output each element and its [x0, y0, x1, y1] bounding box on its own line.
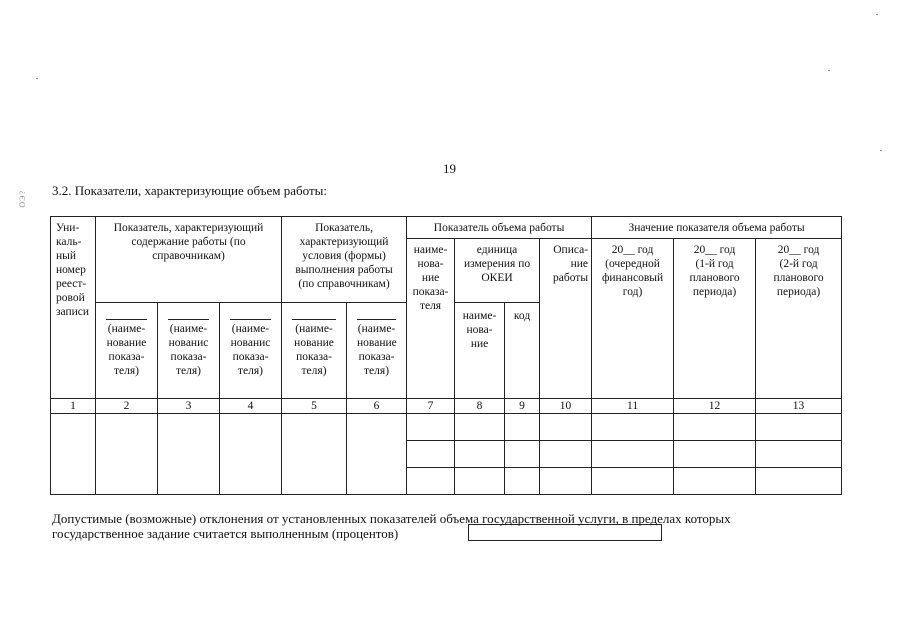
column-number: 13: [756, 399, 842, 414]
column-number: 1: [51, 399, 96, 414]
header-year-plan-1: 20__ год (1-й год планового периода): [674, 239, 756, 399]
header-sub-col-5: (наиме- нование показа- теля): [282, 303, 347, 399]
tolerance-percent-field[interactable]: [468, 524, 662, 541]
tolerance-text: Допустимые (возможные) отклонения от установленных показателей объема государственной услуги, в пределах которых: [52, 511, 731, 526]
column-number-row: [51, 399, 842, 414]
table-cell[interactable]: [455, 441, 505, 468]
volume-indicators-table: [50, 216, 842, 495]
header-content-indicator: Показатель, характеризующий содержание работы (по справочникам): [96, 217, 282, 303]
table-cell[interactable]: [540, 414, 592, 441]
header-condition-indicator: Показатель, характеризующий условия (формы) выполнения работы (по справочникам): [282, 217, 407, 303]
scan-speck: [876, 14, 878, 15]
table-cell[interactable]: [158, 414, 220, 495]
header-sub-col-2: (наиме- нование показа- теля): [96, 303, 158, 399]
table-cell[interactable]: [756, 441, 842, 468]
header-sub-col-3: (наиме- нованис показа- теля): [158, 303, 220, 399]
scan-speck: [880, 150, 882, 151]
column-number: 2: [96, 399, 158, 414]
header-registry-number: Уни- каль- ный номер реест- ровой записи: [51, 217, 96, 399]
column-number: 3: [158, 399, 220, 414]
column-number: 4: [220, 399, 282, 414]
header-indicator-name: наиме- нова- ние показа- теля: [407, 239, 455, 399]
table-row: [51, 414, 842, 441]
column-number: 5: [282, 399, 347, 414]
header-sub-col-4: (наиме- нованис показа- теля): [220, 303, 282, 399]
margin-mark: ОЭ?: [18, 190, 27, 208]
tolerance-text-line2: государственное задание считается выполненным (процентов): [52, 526, 399, 541]
header-sub-col-6: (наиме- нование показа- теля): [347, 303, 407, 399]
table-cell[interactable]: [96, 414, 158, 495]
table-cell[interactable]: [407, 414, 455, 441]
page-number: 19: [443, 161, 456, 176]
header-unit-name: наиме- нова- ние: [455, 303, 505, 399]
header-year-plan-2: 20__ год (2-й год планового периода): [756, 239, 842, 399]
header-volume-indicator: Показатель объема работы: [407, 217, 592, 239]
table-cell[interactable]: [505, 468, 540, 495]
table-cell[interactable]: [407, 468, 455, 495]
header-okei-unit: единица измерения по ОКЕИ: [455, 239, 540, 303]
header-year-current: 20__ год (очередной финансовый год): [592, 239, 674, 399]
column-number: 9: [505, 399, 540, 414]
table-cell[interactable]: [592, 414, 674, 441]
table-cell[interactable]: [347, 414, 407, 495]
table-cell[interactable]: [540, 441, 592, 468]
table-cell[interactable]: [592, 468, 674, 495]
table-cell[interactable]: [756, 468, 842, 495]
table-cell[interactable]: [674, 468, 756, 495]
table-cell[interactable]: [505, 441, 540, 468]
table-cell[interactable]: [674, 414, 756, 441]
column-number: 8: [455, 399, 505, 414]
header-work-description: Описа- ние работы: [540, 239, 592, 399]
scan-speck: [36, 78, 38, 79]
table-cell[interactable]: [540, 468, 592, 495]
column-number: 10: [540, 399, 592, 414]
scan-speck: [828, 70, 830, 71]
column-number: 11: [592, 399, 674, 414]
header-unit-code: код: [505, 303, 540, 399]
table-cell[interactable]: [282, 414, 347, 495]
table-cell[interactable]: [455, 468, 505, 495]
column-number: 7: [407, 399, 455, 414]
table-cell[interactable]: [592, 441, 674, 468]
table-cell[interactable]: [51, 414, 96, 495]
table-cell[interactable]: [455, 414, 505, 441]
table-cell[interactable]: [407, 441, 455, 468]
table-cell[interactable]: [220, 414, 282, 495]
table-cell[interactable]: [756, 414, 842, 441]
table-cell[interactable]: [505, 414, 540, 441]
column-number: 12: [674, 399, 756, 414]
header-volume-value: Значение показателя объема работы: [592, 217, 842, 239]
section-title: 3.2. Показатели, характеризующие объем работы:: [52, 183, 327, 198]
table-cell[interactable]: [674, 441, 756, 468]
column-number: 6: [347, 399, 407, 414]
